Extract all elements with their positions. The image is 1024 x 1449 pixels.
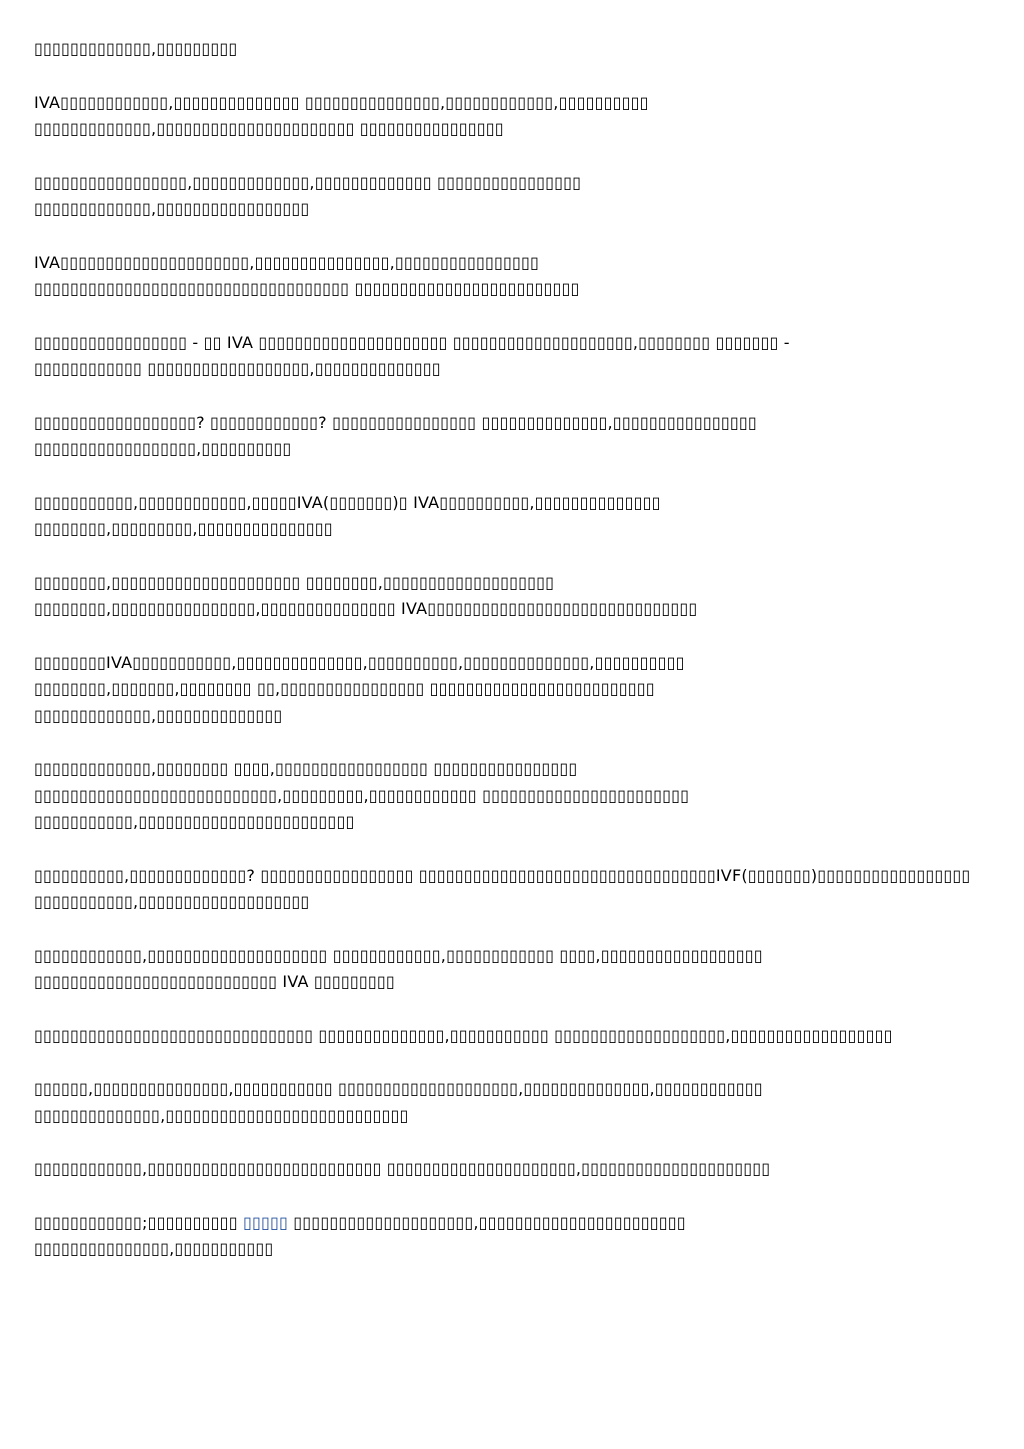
paragraph-line: ▯▯▯▯▯▯▯▯▯▯▯▯▯▯▯▯▯,▯▯▯▯▯▯▯▯▯▯▯▯▯,▯▯▯▯▯▯▯▯▯▯▯▯▯ ▯▯▯▯▯▯▯▯▯▯▯▯▯▯▯▯ [34,172,582,192]
paragraph-line: ▯▯▯▯▯▯▯▯▯▯▯▯▯▯▯▯▯▯▯▯▯▯▯▯▯▯▯▯▯▯▯▯▯▯▯ ▯▯▯▯▯▯▯▯▯▯▯▯▯▯▯▯▯▯▯▯▯▯▯▯▯ [34,279,580,298]
paragraph-line: ▯▯▯▯▯▯▯▯▯▯▯▯▯▯▯▯▯▯,▯▯▯▯▯▯▯▯▯▯ [34,439,292,458]
paragraph-line: ▯▯▯▯▯▯▯▯▯▯▯▯▯,▯▯▯▯▯▯▯▯▯▯▯▯▯▯▯▯▯▯▯▯▯▯ ▯▯▯▯▯▯▯▯▯▯▯▯▯▯▯▯ [34,119,504,138]
paragraph-line: ▯▯▯▯▯▯,▯▯▯▯▯▯▯▯▯▯▯▯▯▯▯,▯▯▯▯▯▯▯▯▯▯▯ ▯▯▯▯▯▯▯▯▯▯▯▯▯▯▯▯▯▯▯▯,▯▯▯▯▯▯▯▯▯▯▯▯▯▯,▯▯▯▯▯▯▯▯▯▯▯▯ [34,1079,763,1098]
paragraph-line: ▯▯▯▯▯▯▯▯▯▯▯▯▯▯▯▯▯ - ▯▯ IVA ▯▯▯▯▯▯▯▯▯▯▯▯▯▯▯▯▯▯▯▯▯ ▯▯▯▯▯▯▯▯▯▯▯▯▯▯▯▯▯▯▯▯,▯▯▯▯▯▯▯▯ ▯▯▯▯▯▯▯ - [34,332,790,352]
paragraph-line: IVA▯▯▯▯▯▯▯▯▯▯▯▯,▯▯▯▯▯▯▯▯▯▯▯▯▯▯ ▯▯▯▯▯▯▯▯▯▯▯▯▯▯▯,▯▯▯▯▯▯▯▯▯▯▯▯,▯▯▯▯▯▯▯▯▯▯ [34,92,649,112]
inline-link[interactable]: ▯▯▯▯▯ [242,1212,289,1232]
paragraph-line: ▯▯▯▯▯▯▯▯,▯▯▯▯▯▯▯,▯▯▯▯▯▯▯▯ ▯▯,▯▯▯▯▯▯▯▯▯▯▯▯▯▯▯▯ ▯▯▯▯▯▯▯▯▯▯▯▯▯▯▯▯▯▯▯▯▯▯▯▯▯ [34,679,655,698]
paragraph-line: ▯▯▯▯▯▯▯▯▯▯▯▯▯▯▯▯▯▯▯▯▯▯▯▯▯▯▯▯▯▯▯ ▯▯▯▯▯▯▯▯▯▯▯▯▯▯,▯▯▯▯▯▯▯▯▯▯▯ ▯▯▯▯▯▯▯▯▯▯▯▯▯▯▯▯▯▯▯,▯▯▯▯▯▯▯▯▯▯▯▯▯▯▯▯▯▯ [34,1025,893,1045]
paragraph-line: ▯▯▯▯▯▯▯▯▯▯▯▯▯,▯▯▯▯▯▯▯▯ ▯▯▯▯,▯▯▯▯▯▯▯▯▯▯▯▯▯▯▯▯▯ ▯▯▯▯▯▯▯▯▯▯▯▯▯▯▯▯ [34,759,578,778]
final-paragraph-line-2: ▯▯▯▯▯▯▯▯▯▯▯▯▯▯▯,▯▯▯▯▯▯▯▯▯▯▯ [34,1239,274,1258]
paragraph [34,1076,994,1129]
paragraph-line: ▯▯▯▯▯▯▯▯▯▯▯,▯▯▯▯▯▯▯▯▯▯▯▯▯▯▯▯▯▯▯▯▯▯▯▯ [34,812,355,831]
paragraph [34,1023,994,1050]
paragraph [34,170,994,223]
paragraph [34,36,994,63]
paragraph [34,90,994,143]
paragraph [34,650,994,730]
paragraph-line: ▯▯▯▯▯▯▯▯,▯▯▯▯▯▯▯▯▯▯▯▯▯▯▯▯,▯▯▯▯▯▯▯▯▯▯▯▯▯▯▯ IVA▯▯▯▯▯▯▯▯▯▯▯▯▯▯▯▯▯▯▯▯▯▯▯▯▯▯▯▯▯▯ [34,599,698,618]
paragraph [34,863,994,916]
paragraph-line: ▯▯▯▯▯▯▯▯▯▯▯,▯▯▯▯▯▯▯▯▯▯▯▯▯▯▯▯▯▯▯ [34,892,310,911]
paragraph-line: ▯▯▯▯▯▯▯▯▯▯▯▯,▯▯▯▯▯▯▯▯▯▯▯▯▯▯▯▯▯▯▯▯▯▯▯▯▯▯ ▯▯▯▯▯▯▯▯▯▯▯▯▯▯▯▯▯▯▯▯▯,▯▯▯▯▯▯▯▯▯▯▯▯▯▯▯▯▯▯▯▯▯ [34,1159,771,1178]
document-body [34,36,994,1290]
paragraph-list [34,36,994,1183]
paragraph-line: ▯▯▯▯▯▯▯▯▯▯▯▯▯▯▯▯▯▯▯▯▯▯▯▯▯▯▯ IVA ▯▯▯▯▯▯▯▯▯ [34,972,395,991]
paragraph-line: ▯▯▯▯▯▯▯▯,▯▯▯▯▯▯▯▯▯▯▯▯▯▯▯▯▯▯▯▯▯ ▯▯▯▯▯▯▯▯,▯▯▯▯▯▯▯▯▯▯▯▯▯▯▯▯▯▯▯ [34,572,555,592]
paragraph [34,1156,994,1183]
paragraph-line: ▯▯▯▯▯▯▯▯IVA▯▯▯▯▯▯▯▯▯▯▯,▯▯▯▯▯▯▯▯▯▯▯▯▯▯,▯▯▯▯▯▯▯▯▯▯,▯▯▯▯▯▯▯▯▯▯▯▯▯▯,▯▯▯▯▯▯▯▯▯▯ [34,652,685,672]
paragraph-line: ▯▯▯▯▯▯▯▯▯▯▯▯▯▯▯▯▯▯? ▯▯▯▯▯▯▯▯▯▯▯▯? ▯▯▯▯▯▯▯▯▯▯▯▯▯▯▯▯ ▯▯▯▯▯▯▯▯▯▯▯▯▯▯,▯▯▯▯▯▯▯▯▯▯▯▯▯▯▯▯ [34,412,757,432]
paragraph [34,410,994,463]
paragraph-line: IVA▯▯▯▯▯▯▯▯▯▯▯▯▯▯▯▯▯▯▯▯▯,▯▯▯▯▯▯▯▯▯▯▯▯▯▯▯,▯▯▯▯▯▯▯▯▯▯▯▯▯▯▯▯ [34,252,540,272]
paragraph-line: ▯▯▯▯▯▯▯▯▯▯▯▯,▯▯▯▯▯▯▯▯▯▯▯▯▯▯▯▯▯▯▯▯ ▯▯▯▯▯▯▯▯▯▯▯▯,▯▯▯▯▯▯▯▯▯▯▯▯ ▯▯▯▯,▯▯▯▯▯▯▯▯▯▯▯▯▯▯▯▯▯▯ [34,945,763,965]
final-paragraph [34,1210,994,1263]
paragraph-line: ▯▯▯▯▯▯▯▯▯▯▯▯ ▯▯▯▯▯▯▯▯▯▯▯▯▯▯▯▯▯▯,▯▯▯▯▯▯▯▯▯▯▯▯▯▯ [34,359,441,378]
paragraph [34,490,994,543]
paragraph-line: ▯▯▯▯▯▯▯▯,▯▯▯▯▯▯▯▯▯,▯▯▯▯▯▯▯▯▯▯▯▯▯▯▯ [34,519,333,538]
paragraph-line: ▯▯▯▯▯▯▯▯▯▯▯▯▯,▯▯▯▯▯▯▯▯▯▯▯▯▯▯ [34,705,283,725]
paragraph-line: ▯▯▯▯▯▯▯▯▯▯▯▯▯▯▯▯▯▯▯▯▯▯▯▯▯▯▯,▯▯▯▯▯▯▯▯▯,▯▯▯▯▯▯▯▯▯▯▯▯ ▯▯▯▯▯▯▯▯▯▯▯▯▯▯▯▯▯▯▯▯▯▯▯ [34,785,690,805]
paragraph-line: ▯▯▯▯▯▯▯▯▯▯▯▯▯,▯▯▯▯▯▯▯▯▯▯▯▯▯▯▯▯▯ [34,199,310,218]
paragraph [34,570,994,623]
final-paragraph-text-before-link: ▯▯▯▯▯▯▯▯▯▯▯▯;▯▯▯▯▯▯▯▯▯▯ [34,1212,243,1232]
paragraph-line: ▯▯▯▯▯▯▯▯▯▯▯,▯▯▯▯▯▯▯▯▯▯▯▯,▯▯▯▯▯IVA(▯▯▯▯▯▯▯)▯ IVA▯▯▯▯▯▯▯▯▯▯,▯▯▯▯▯▯▯▯▯▯▯▯▯▯ [34,492,661,512]
final-paragraph-text-after-link: ▯▯▯▯▯▯▯▯▯▯▯▯▯▯▯▯▯▯▯▯,▯▯▯▯▯▯▯▯▯▯▯▯▯▯▯▯▯▯▯▯▯▯▯ [288,1212,686,1232]
paragraph-line: ▯▯▯▯▯▯▯▯▯▯▯▯▯▯,▯▯▯▯▯▯▯▯▯▯▯▯▯▯▯▯▯▯▯▯▯▯▯▯▯▯▯ [34,1105,409,1125]
paragraph [34,250,994,303]
paragraph [34,756,994,836]
final-paragraph-line-1 [34,1210,994,1237]
paragraph-line: ▯▯▯▯▯▯▯▯▯▯▯▯▯,▯▯▯▯▯▯▯▯▯ [34,39,238,58]
paragraph [34,330,994,383]
paragraph-line: ▯▯▯▯▯▯▯▯▯▯,▯▯▯▯▯▯▯▯▯▯▯▯▯? ▯▯▯▯▯▯▯▯▯▯▯▯▯▯▯▯▯ ▯▯▯▯▯▯▯▯▯▯▯▯▯▯▯▯▯▯▯▯▯▯▯▯▯▯▯▯▯▯▯▯▯IVF(▯▯▯▯▯▯▯)▯▯▯▯▯▯▯▯▯▯▯▯▯▯▯▯▯ [34,865,971,885]
paragraph [34,943,994,996]
